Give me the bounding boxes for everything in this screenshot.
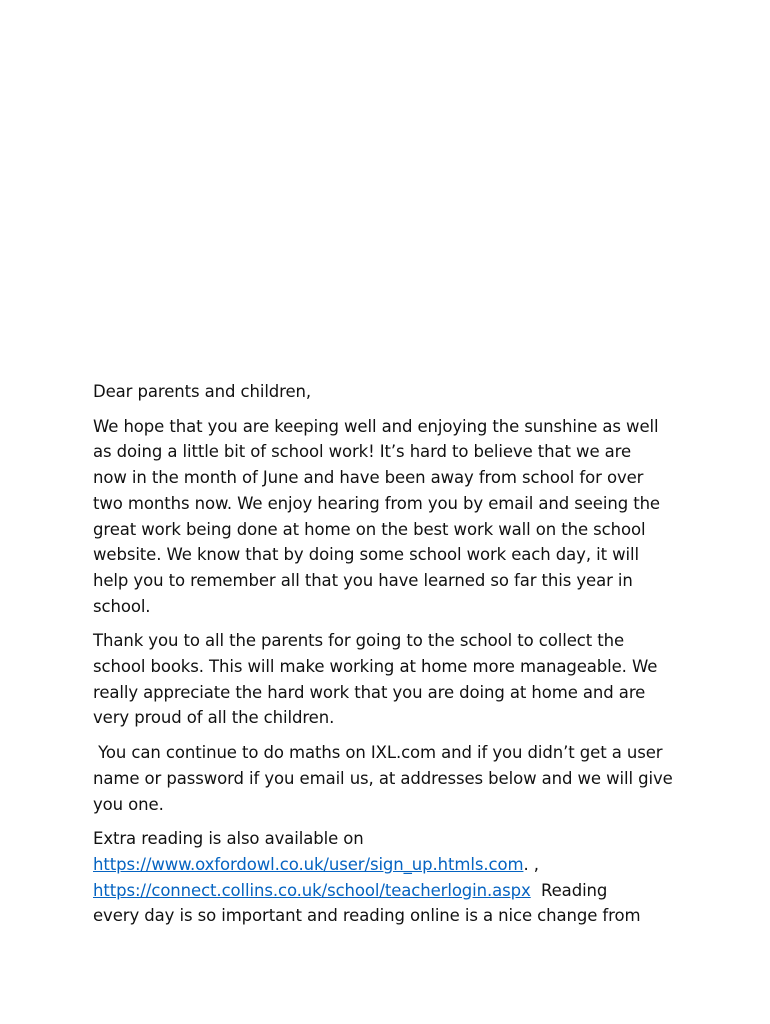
text-line: Extra reading is also available on (93, 829, 364, 849)
oxford-owl-link[interactable]: https://www.oxfordowl.co.uk/user/sign_up.htmls.com (93, 854, 524, 874)
text-line: help you to remember all that you have learned so far this year in (93, 570, 633, 590)
paragraph-wellbeing (93, 414, 693, 620)
text-line (93, 852, 693, 878)
text-line: website. We know that by doing some school work each day, it will (93, 545, 639, 565)
text-line: as doing a little bit of school work! It’s hard to believe that we are (93, 442, 632, 462)
text-line: every day is so important and reading online is a nice change from (93, 906, 641, 926)
text-fragment: Reading (530, 880, 608, 900)
text-line: great work being done at home on the best work wall on the school (93, 519, 646, 539)
text-line: name or password if you email us, at addresses below and we will give (93, 768, 673, 788)
paragraph-reading (93, 826, 693, 929)
text-line: very proud of all the children. (93, 708, 335, 728)
text-line: We hope that you are keeping well and enjoying the sunshine as well (93, 416, 659, 436)
text-line: Thank you to all the parents for going to the school to collect the (93, 631, 625, 651)
letter-body (93, 379, 693, 938)
text-line: school books. This will make working at home more manageable. We (93, 657, 658, 677)
collins-connect-link[interactable]: https://connect.collins.co.uk/school/teacherlogin.aspx (93, 880, 531, 900)
text-line: now in the month of June and have been away from school for over (93, 468, 644, 488)
paragraph-maths (93, 740, 693, 817)
text-line: really appreciate the hard work that you are doing at home and are (93, 682, 646, 702)
text-line: You can continue to do maths on IXL.com and if you didn’t get a user (93, 743, 663, 763)
text-line: you one. (93, 794, 164, 814)
text-line: school. (93, 596, 151, 616)
paragraph-thanks (93, 628, 693, 731)
text-line: two months now. We enjoy hearing from you by email and seeing the (93, 493, 660, 513)
text-line (93, 878, 693, 904)
greeting: Dear parents and children, (93, 382, 312, 401)
link-separator: . , (523, 854, 539, 874)
